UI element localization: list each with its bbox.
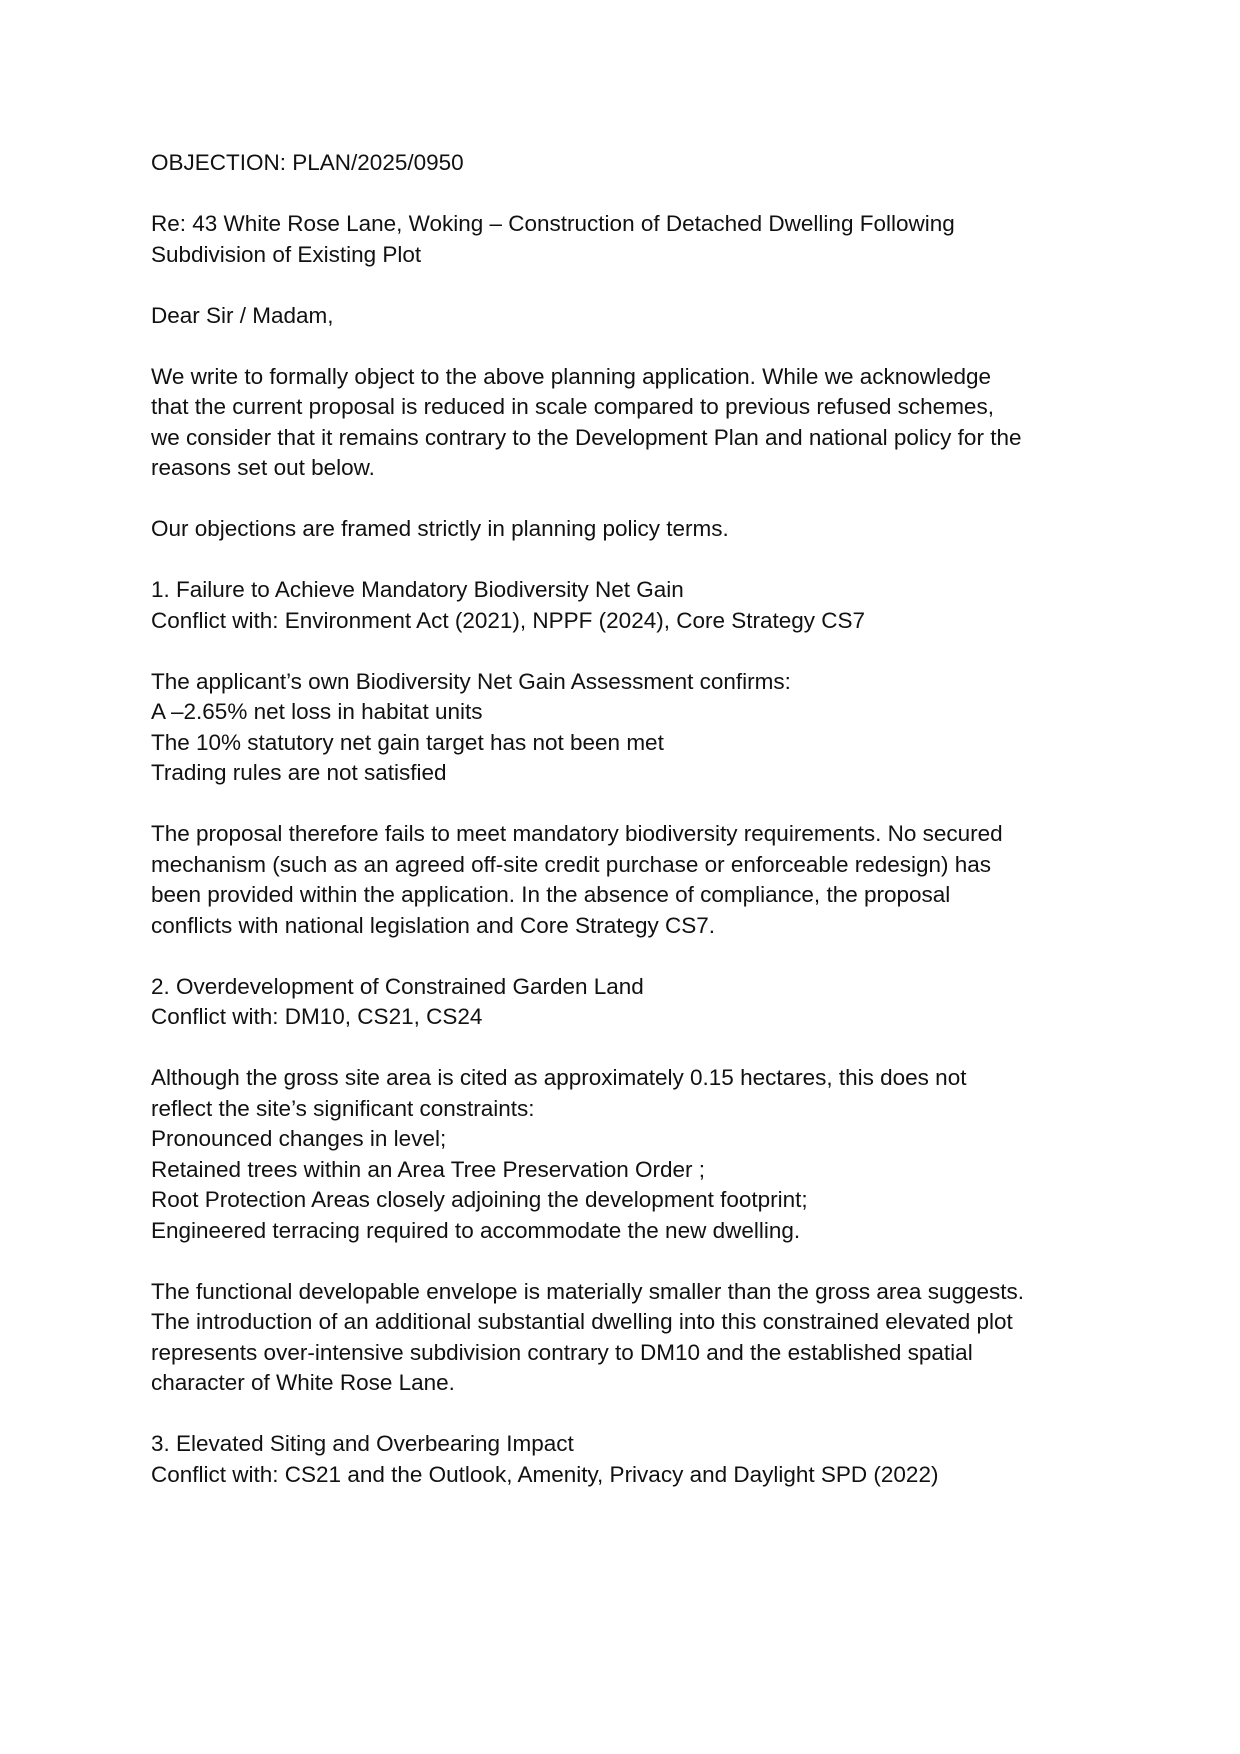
- section-1-body-line: conflicts with national legislation and Core Strategy CS7.: [151, 912, 716, 938]
- spacer: [151, 1399, 1101, 1430]
- section-2-list-line: Although the gross site area is cited as approximately 0.15 hectares, this does not: [151, 1065, 967, 1090]
- spacer: [151, 331, 1101, 362]
- section-1-body-line: mechanism (such as an agreed off-site credit purchase or enforceable redesign) has: [151, 851, 992, 877]
- section-2-list-line: Retained trees within an Area Tree Preservation Order ;: [151, 1156, 706, 1182]
- spacer: [151, 545, 1101, 576]
- spacer: [151, 1033, 1101, 1064]
- re-line: Subdivision of Existing Plot: [151, 241, 422, 267]
- intro-line: we consider that it remains contrary to the Development Plan and national policy for the: [151, 424, 1022, 450]
- spacer: [151, 941, 1101, 972]
- section-1-list-line: The 10% statutory net gain target has not been met: [151, 729, 664, 755]
- section-1-list-line: A –2.65% net loss in habitat units: [151, 699, 483, 724]
- section-1-conflict: Conflict with: Environment Act (2021), NPPF (2024), Core Strategy CS7: [151, 607, 866, 633]
- section-3-conflict: Conflict with: CS21 and the Outlook, Amenity, Privacy and Daylight SPD (2022): [151, 1461, 939, 1487]
- section-2-conflict: Conflict with: DM10, CS21, CS24: [151, 1004, 483, 1029]
- framing-statement: Our objections are framed strictly in planning policy terms.: [151, 516, 729, 541]
- objection-heading: OBJECTION: PLAN/2025/0950: [151, 150, 464, 175]
- section-2-body-line: character of White Rose Lane.: [151, 1370, 455, 1395]
- re-line: Re: 43 White Rose Lane, Woking – Construction of Detached Dwelling Following: [151, 211, 955, 236]
- section-2-list-line: Engineered terracing required to accommodate the new dwelling.: [151, 1217, 801, 1243]
- document-page: [151, 148, 1101, 1490]
- section-2-body-line: The introduction of an additional substantial dwelling into this constrained elevated plot: [151, 1309, 1013, 1334]
- section-1-body-line: been provided within the application. In the absence of compliance, the proposal: [151, 882, 951, 907]
- salutation: Dear Sir / Madam,: [151, 302, 334, 328]
- spacer: [151, 636, 1101, 667]
- section-1-title: 1. Failure to Achieve Mandatory Biodiversity Net Gain: [151, 577, 684, 602]
- section-2-body-line: The functional developable envelope is materially smaller than the gross area suggests.: [151, 1278, 1024, 1304]
- section-2-list-line: reflect the site’s significant constraints:: [151, 1095, 535, 1121]
- section-2-body-line: represents over-intensive subdivision contrary to DM10 and the established spatial: [151, 1339, 973, 1365]
- section-1-list-line: Trading rules are not satisfied: [151, 760, 447, 785]
- intro-line: that the current proposal is reduced in scale compared to previous refused schemes,: [151, 394, 994, 419]
- intro-line: reasons set out below.: [151, 455, 375, 480]
- spacer: [151, 1246, 1101, 1277]
- section-1-list-line: The applicant’s own Biodiversity Net Gain Assessment confirms:: [151, 668, 791, 694]
- spacer: [151, 484, 1101, 515]
- section-2-title: 2. Overdevelopment of Constrained Garden Land: [151, 973, 644, 999]
- intro-line: We write to formally object to the above planning application. While we acknowledge: [151, 363, 992, 389]
- spacer: [151, 179, 1101, 210]
- spacer: [151, 270, 1101, 301]
- section-1-body-line: The proposal therefore fails to meet mandatory biodiversity requirements. No secured: [151, 821, 1003, 846]
- spacer: [151, 789, 1101, 820]
- section-2-list-line: Pronounced changes in level;: [151, 1126, 447, 1151]
- section-3-title: 3. Elevated Siting and Overbearing Impact: [151, 1431, 574, 1456]
- section-2-list-line: Root Protection Areas closely adjoining the development footprint;: [151, 1187, 808, 1212]
